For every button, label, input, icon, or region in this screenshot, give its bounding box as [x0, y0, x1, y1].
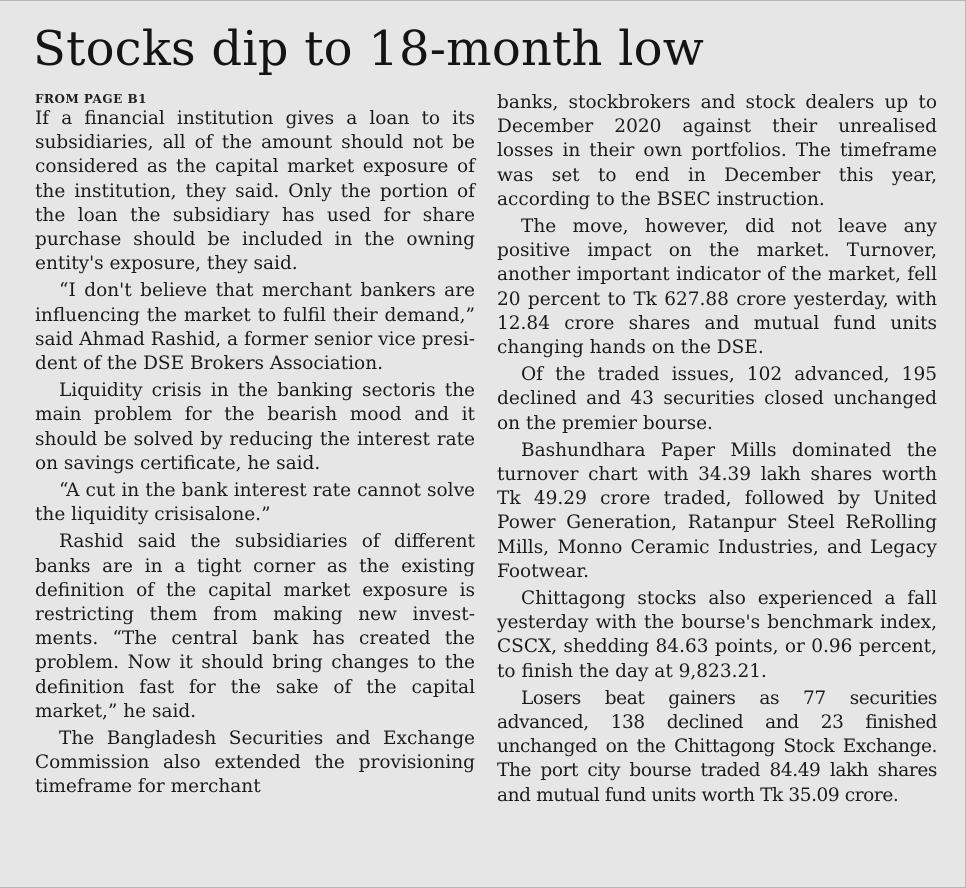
paragraph: “I don't believe that merchant bankers are influencing the market to fulfil their demand,” said Ahmad Rashid, a former senior vice president of the DSE Brokers Association.	[35, 280, 476, 375]
headline: Stocks dip to 18-month low	[33, 21, 705, 77]
paragraph: Rashid said the subsidiaries of different banks are in a tight corner as the existing definition of the capital market exposure is restricting them from making new investments. “The central bank has created the problem. Now it should bring changes to the definition fast for the sake of the capital market,” he said.	[35, 531, 475, 722]
paragraph: banks, stockbrokers and stock dealers up to December 2020 against their unrealised losses in their own portfolios. The timeframe was set to end in December this year, according to the BSEC instruction.	[497, 92, 937, 210]
paragraph: Losers beat gainers as 77 securities advanced, 138 declined and 23 finished unchanged on the Chittagong Stock Exchange. The port city bourse traded 84.49 lakh shares and mutual fund units worth Tk 35.09 crore.	[497, 687, 937, 806]
continuation-tag: FROM PAGE B1	[35, 92, 147, 106]
paragraph: The Bangladesh Securities and Exchange Commission also extended the provisioning timeframe for merchant	[35, 728, 475, 798]
left-column	[35, 91, 475, 803]
paragraph: Bashundhara Paper Mills dominated the turnover chart with 34.39 lakh shares worth Tk 49.29 crore traded, followed by United Power Generation, Ratanpur Steel ReRolling Mills, Monno Ceramic Industries, and Legacy Footwear.	[497, 439, 937, 582]
right-column	[497, 91, 937, 811]
paragraph: Liquidity crisis in the banking sectoris the main problem for the bearish mood and it should be solved by reducing the interest rate on savings certificate, he said.	[35, 380, 475, 474]
paragraph: Of the traded issues, 102 advanced, 195 declined and 43 securities closed unchanged on the premier bourse.	[497, 364, 937, 434]
paragraph: Chittagong stocks also experienced a fall yesterday with the bourse's benchmark index, CSCX, shedding 84.63 points, or 0.96 percent, to finish the day at 9,823.21.	[497, 588, 937, 682]
paragraph: “A cut in the bank interest rate cannot solve the liquidity crisisalone.”	[35, 480, 475, 526]
paragraph: The move, however, did not leave any positive impact on the market. Turnover, another important indicator of the market, fell 20 percent to Tk 627.88 crore yesterday, with 12.84 crore shares and mutual fund units changing hands on the DSE.	[497, 216, 937, 359]
paragraph: If a financial institution gives a loan to its subsidiaries, all of the amount should not be considered as the capital market exposure of the institution, they said. Only the portion of the loan the subsidiary has used for share purchase should be included in the owning entity's exposure, they said.	[35, 108, 475, 275]
